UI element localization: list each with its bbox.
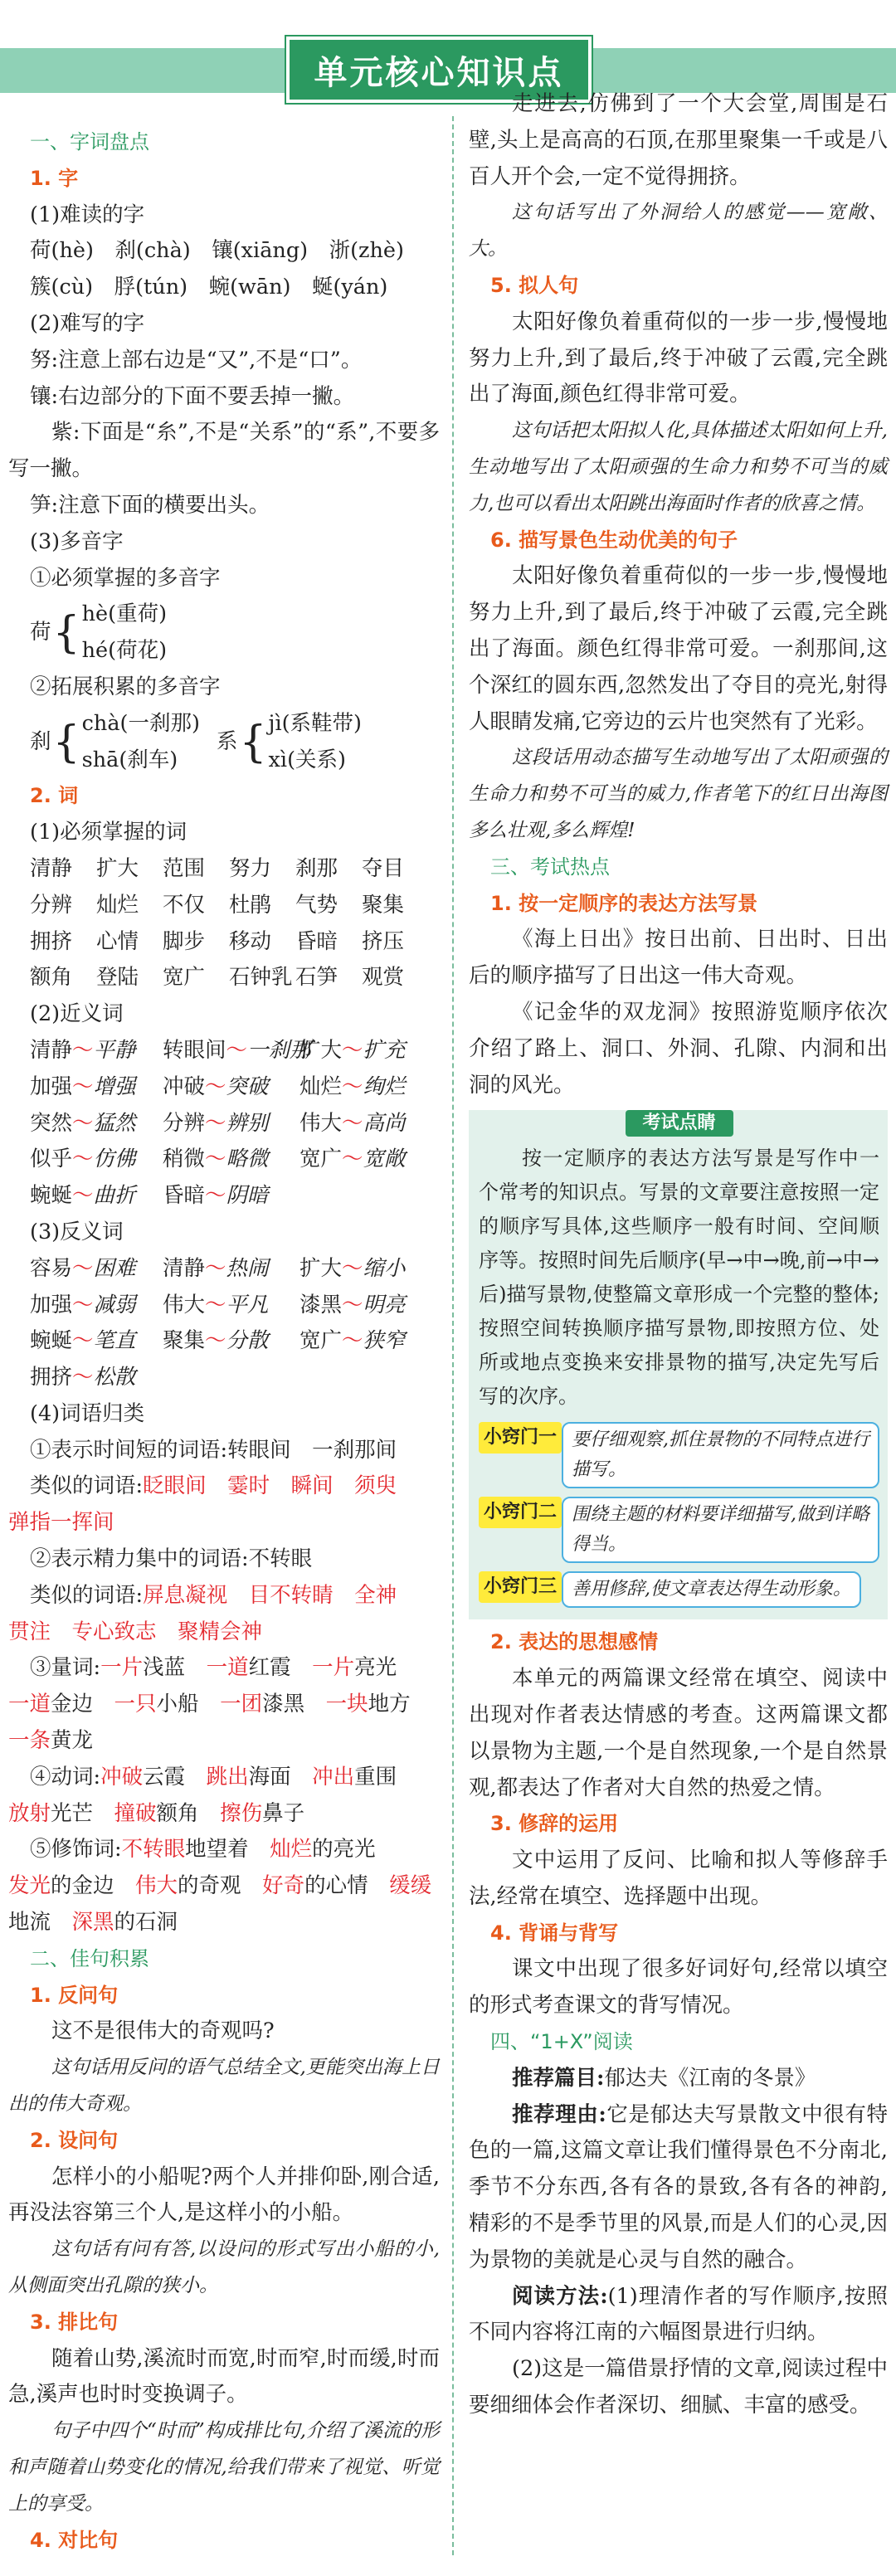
word-pair bbox=[30, 1251, 163, 1288]
tilde-icon: ～ bbox=[205, 1183, 226, 1209]
word-pair bbox=[163, 1069, 299, 1106]
subsection-heading: 5. 拟人句 bbox=[490, 273, 579, 297]
highlight-text: 冲破 bbox=[100, 1764, 144, 1790]
word: 的心情 bbox=[304, 1873, 390, 1899]
vocab-word: 夺目 bbox=[362, 855, 405, 881]
polyphone-char: 刹 bbox=[30, 728, 51, 754]
highlight-text: 一片 bbox=[100, 1655, 144, 1681]
word: 的亮光 bbox=[312, 1837, 376, 1863]
highlight-text: 发光 bbox=[8, 1873, 51, 1899]
comment-text: 这段话用动态描写生动地写出了太阳顽强的生命力和势不可当的威力,作者笔下的红日出海图多么壮观,多么辉煌! bbox=[469, 747, 888, 841]
text-line: ①必须掌握的多音字 bbox=[30, 565, 221, 591]
tilde-icon: ～ bbox=[342, 1328, 363, 1354]
word: 灿烂 bbox=[299, 1074, 343, 1099]
vocab-word: 挤压 bbox=[362, 928, 405, 954]
word: 宽广 bbox=[299, 1147, 343, 1172]
highlight-text: 一条 bbox=[8, 1728, 51, 1754]
vocab-word: 分辨 bbox=[30, 892, 73, 918]
word-pair bbox=[30, 1288, 163, 1324]
brace-icon: { bbox=[239, 717, 267, 767]
word-pair bbox=[30, 1178, 163, 1215]
word: 稍微 bbox=[163, 1147, 206, 1172]
vocab-word: 不仅 bbox=[163, 892, 206, 918]
text-line: (1)必须掌握的词 bbox=[30, 820, 187, 845]
word: 加强 bbox=[30, 1292, 73, 1317]
word-pair bbox=[299, 1323, 445, 1360]
word-pair bbox=[163, 1178, 299, 1215]
word: 绚烂 bbox=[363, 1074, 406, 1099]
vocab-word: 昏暗 bbox=[295, 928, 338, 954]
word: 昏暗 bbox=[163, 1183, 206, 1209]
vocab-word: 努力 bbox=[229, 855, 272, 881]
comment-text: 这句话把太阳拟人化,具体描述太阳如何上升,生动地写出了太阳顽强的生命力和势不可当的威力,也可以看出太阳跳出海面时作者的欣喜之情。 bbox=[469, 420, 888, 514]
vocab-word: 观赏 bbox=[362, 965, 405, 991]
label: ⑤修饰词: bbox=[30, 1837, 122, 1863]
tilde-icon: ～ bbox=[72, 1110, 94, 1136]
highlight-text: 跳出 bbox=[206, 1764, 249, 1790]
text-line: (2)近义词 bbox=[30, 1001, 124, 1027]
word-pair bbox=[30, 1323, 163, 1360]
example-sentence: 太阳好像负着重荷似的一步一步,慢慢地努力上升,到了最后,终于冲破了云霞,完全跳出了海面。颜色红得非常可爱。一刹那间,这个深红的圆东西,忽然发出了夺目的亮光,射得人眼睛发痛,它旁边的云片也突然有了光彩。 bbox=[469, 563, 888, 734]
tilde-icon: ～ bbox=[342, 1037, 363, 1063]
section-heading: 一、字词盘点 bbox=[30, 130, 149, 153]
word: 阴暗 bbox=[226, 1183, 269, 1209]
word: 冲破 bbox=[163, 1074, 206, 1099]
comment-text: 这句话有问有答,以设问的形式写出小船的小,从侧面突出孔隙的狭小。 bbox=[8, 2238, 440, 2297]
polyphone-char: 系 bbox=[216, 728, 238, 754]
word: 小船 bbox=[156, 1692, 221, 1717]
word: 漆黑 bbox=[262, 1692, 326, 1717]
text-line: (4)词语归类 bbox=[30, 1400, 145, 1426]
word: 平静 bbox=[93, 1037, 136, 1063]
label: 类似的词语: bbox=[30, 1473, 144, 1499]
highlight-text: 灿烂 bbox=[270, 1837, 313, 1863]
highlight-text: 屏息凝视 目不转睛 全神 bbox=[143, 1582, 397, 1608]
word: 加强 bbox=[30, 1074, 73, 1099]
highlight-text: 弹指一挥间 bbox=[8, 1510, 114, 1536]
column-divider bbox=[452, 116, 454, 2555]
vocab-word: 移动 bbox=[229, 928, 272, 954]
word: 分散 bbox=[226, 1328, 269, 1354]
word-pair bbox=[163, 1033, 311, 1069]
vocab-word: 额角 bbox=[30, 965, 73, 991]
vocab-word: 范围 bbox=[163, 855, 206, 881]
example-sentence: 这不是很伟大的奇观吗? bbox=[51, 2018, 275, 2044]
text-paragraph: 文中运用了反问、比喻和拟人等修辞手法,经常在填空、选择题中出现。 bbox=[469, 1848, 888, 1909]
highlight-text: 一只 bbox=[114, 1692, 157, 1717]
highlight-text: 擦伤 bbox=[220, 1800, 263, 1826]
page-title: 单元核心知识点 bbox=[314, 53, 564, 92]
word: 聚集 bbox=[163, 1328, 206, 1354]
text-paragraph: 《记金华的双龙洞》按照游览顺序依次介绍了路上、洞口、外洞、孔隙、内洞和出洞的风光。 bbox=[469, 999, 888, 1098]
pinyin-line: 荷(hè) 刹(chà) 镶(xiāng) 浙(zhè) bbox=[30, 238, 404, 264]
word: 亮光 bbox=[354, 1655, 397, 1681]
label: 阅读方法: bbox=[512, 2283, 608, 2309]
text-line: 镶:右边部分的下面不要丢掉一撇。 bbox=[30, 383, 355, 409]
value: (1)理清作者的写作顺序,按照不同内容将江南的六幅图景进行归纳。 bbox=[469, 2283, 888, 2345]
label: ③量词: bbox=[30, 1655, 101, 1681]
word: 一刹那 bbox=[247, 1037, 311, 1063]
tilde-icon: ～ bbox=[205, 1255, 226, 1281]
subsection-heading: 2. 表达的思想感情 bbox=[490, 1630, 659, 1654]
text-line: (3)多音字 bbox=[30, 528, 124, 554]
section-heading: 二、佳句积累 bbox=[30, 1946, 149, 1970]
highlight-text: 冲出 bbox=[312, 1764, 355, 1790]
text-line: ②表示精力集中的词语:不转眼 bbox=[30, 1546, 313, 1572]
text-line: ②拓展积累的多音字 bbox=[30, 674, 221, 699]
word: 扩大 bbox=[299, 1255, 343, 1281]
word: 的石洞 bbox=[114, 1910, 178, 1936]
word-pair bbox=[163, 1251, 299, 1288]
tip-item bbox=[479, 1497, 879, 1563]
word: 地望着 bbox=[185, 1837, 270, 1863]
tip-item bbox=[479, 1422, 879, 1488]
word-pair bbox=[30, 1033, 163, 1069]
tilde-icon: ～ bbox=[342, 1292, 363, 1317]
vocab-word: 气势 bbox=[295, 892, 338, 918]
right-column bbox=[469, 86, 888, 2424]
vocab-word: 宽广 bbox=[163, 965, 206, 991]
word-pair bbox=[299, 1251, 445, 1288]
value: 它是郁达夫写景散文中很有特色的一篇,这篇文章让我们懂得景色不分南北,季节不分东西,各有各的景致,各有各的神韵,精彩的不是季节里的风景,而是人们的心灵,因为景物的美就是心灵与自然的融合。 bbox=[469, 2101, 888, 2272]
pinyin-line: 簇(cù) 脬(tún) 蜿(wān) 蜒(yán) bbox=[30, 275, 388, 300]
subsection-heading: 4. 背诵与背写 bbox=[490, 1921, 619, 1945]
exam-tip-box bbox=[469, 1110, 888, 1619]
text-line bbox=[8, 1578, 440, 1614]
word: 猛然 bbox=[93, 1110, 136, 1136]
word-pair bbox=[30, 1142, 163, 1178]
highlight-text: 伟大 bbox=[135, 1873, 178, 1899]
word: 地方 bbox=[368, 1692, 411, 1717]
text-line: (1)难读的字 bbox=[30, 202, 145, 227]
word: 鼻子 bbox=[262, 1800, 305, 1826]
tilde-icon: ～ bbox=[226, 1037, 248, 1063]
text-paragraph bbox=[469, 2097, 888, 2279]
highlight-text: 贯注 专心致志 聚精会神 bbox=[8, 1619, 263, 1644]
word: 笔直 bbox=[93, 1328, 136, 1354]
brace-icon: { bbox=[52, 717, 80, 767]
subsection-heading: 3. 修辞的运用 bbox=[490, 1812, 619, 1836]
word: 转眼间 bbox=[163, 1037, 226, 1063]
word: 清静 bbox=[163, 1255, 206, 1281]
tip-label: 小窍门二 bbox=[479, 1497, 562, 1528]
word: 蜿蜒 bbox=[30, 1328, 73, 1354]
word: 清静 bbox=[30, 1037, 73, 1063]
comment-text: 句子中四个“时而”构成排比句,介绍了溪流的形和声随着山势变化的情况,给我们带来了视觉、听觉上的享受。 bbox=[8, 2420, 440, 2515]
text-line bbox=[8, 1723, 440, 1760]
word: 略微 bbox=[226, 1147, 269, 1172]
word: 明亮 bbox=[363, 1292, 406, 1317]
tilde-icon: ～ bbox=[72, 1365, 94, 1390]
text-line: 努:注意上部右边是“又”,不是“口”。 bbox=[30, 347, 363, 373]
word: 平凡 bbox=[226, 1292, 269, 1317]
word: 似乎 bbox=[30, 1147, 73, 1172]
label: ④动词: bbox=[30, 1764, 101, 1790]
polyphone-reading: shā(刹车) bbox=[81, 747, 178, 772]
word: 松散 bbox=[93, 1365, 136, 1390]
word-pair bbox=[299, 1288, 445, 1324]
highlight-text: 不转眼 bbox=[121, 1837, 186, 1863]
label: 推荐篇目: bbox=[512, 2065, 605, 2091]
word: 的金边 bbox=[51, 1873, 136, 1899]
subsection-heading: 1. 按一定顺序的表达方法写景 bbox=[490, 891, 758, 915]
vocab-word: 杜鹃 bbox=[229, 892, 272, 918]
tilde-icon: ～ bbox=[342, 1110, 363, 1136]
word: 海面 bbox=[248, 1764, 313, 1790]
word: 宽敞 bbox=[363, 1147, 406, 1172]
tilde-icon: ～ bbox=[342, 1255, 363, 1281]
tip-item bbox=[479, 1571, 879, 1608]
exam-tip-title: 考试点睛 bbox=[626, 1110, 733, 1137]
tilde-icon: ～ bbox=[205, 1292, 226, 1317]
polyphone-sha-xi bbox=[8, 706, 440, 779]
highlight-text: 一片 bbox=[312, 1655, 355, 1681]
word: 金边 bbox=[51, 1692, 114, 1717]
word: 红霞 bbox=[248, 1655, 313, 1681]
word: 容易 bbox=[30, 1255, 73, 1281]
word: 扩充 bbox=[363, 1037, 406, 1063]
word: 仿佛 bbox=[93, 1147, 136, 1172]
tilde-icon: ～ bbox=[205, 1074, 226, 1099]
polyphone-reading: xì(关系) bbox=[268, 747, 346, 772]
text-line bbox=[8, 1796, 440, 1833]
polyphone-he bbox=[8, 597, 440, 670]
word: 高尚 bbox=[363, 1110, 406, 1136]
highlight-text: 深黑 bbox=[71, 1910, 114, 1936]
polyphone-reading: chà(一刹那) bbox=[81, 710, 200, 736]
word: 狭窄 bbox=[363, 1328, 406, 1354]
highlight-text: 一块 bbox=[325, 1692, 368, 1717]
tip-text: 要仔细观察,抓住景物的不同特点进行描写。 bbox=[562, 1422, 879, 1488]
text-line bbox=[8, 1687, 440, 1723]
word-pair bbox=[299, 1069, 445, 1106]
vocab-word: 脚步 bbox=[163, 928, 206, 954]
subsection-heading: 3. 排比句 bbox=[30, 2310, 119, 2334]
text-line bbox=[8, 1832, 440, 1868]
text-line bbox=[8, 1650, 440, 1687]
text-line: (2)难写的字 bbox=[30, 310, 145, 336]
tilde-icon: ～ bbox=[72, 1183, 94, 1209]
tip-text: 围绕主题的材料要详细描写,做到详略得当。 bbox=[562, 1497, 879, 1563]
word: 扩大 bbox=[299, 1037, 343, 1063]
word-pair bbox=[299, 1142, 445, 1178]
word: 光芒 bbox=[51, 1800, 114, 1826]
text-paragraph bbox=[469, 2279, 888, 2352]
comment-text: 这句话用反问的语气总结全文,更能突出海上日出的伟大奇观。 bbox=[8, 2057, 440, 2116]
text-line: ①表示时间短的词语:转眼间 一刹那间 bbox=[30, 1437, 397, 1463]
value: 郁达夫《江南的冬景》 bbox=[604, 2065, 816, 2091]
tilde-icon: ～ bbox=[72, 1037, 94, 1063]
word-pair bbox=[299, 1106, 445, 1142]
word: 困难 bbox=[93, 1255, 136, 1281]
polyphone-reading: jì(系鞋带) bbox=[268, 710, 362, 736]
word: 浅蓝 bbox=[143, 1655, 207, 1681]
highlight-text: 一道 bbox=[206, 1655, 249, 1681]
word: 辨别 bbox=[226, 1110, 269, 1136]
highlight-text: 缓缓 bbox=[389, 1873, 432, 1899]
example-sentence: 走进去,仿佛到了一个大会堂,周围是石壁,头上是高高的石顶,在那里聚集一千或是八百人开个会,一定不觉得拥挤。 bbox=[469, 91, 888, 189]
word: 额角 bbox=[156, 1800, 221, 1826]
polyphone-reading: hè(重荷) bbox=[81, 601, 168, 627]
vocab-word: 石钟乳 bbox=[229, 965, 293, 991]
text-paragraph: 紫:下面是“糸”,不是“关系”的“系”,不要多写一撇。 bbox=[8, 420, 440, 482]
text-line bbox=[8, 1905, 440, 1941]
word: 突破 bbox=[226, 1074, 269, 1099]
word: 缩小 bbox=[363, 1255, 406, 1281]
tilde-icon: ～ bbox=[72, 1255, 94, 1281]
subsection-heading: 1. 字 bbox=[30, 166, 79, 190]
subsection-heading: 2. 设问句 bbox=[30, 2128, 119, 2152]
vocab-word: 灿烂 bbox=[96, 892, 139, 918]
subsection-heading: 4. 对比句 bbox=[30, 2528, 119, 2552]
tilde-icon: ～ bbox=[72, 1328, 94, 1354]
vocab-word: 登陆 bbox=[96, 965, 139, 991]
left-column bbox=[8, 124, 440, 2559]
text-line: (3)反义词 bbox=[30, 1219, 124, 1244]
text-paragraph: 本单元的两篇课文经常在填空、阅读中出现对作者表达情感的考查。这两篇课文都以景物为主题,一个是自然现象,一个是自然景观,都表达了作者对大自然的热爱之情。 bbox=[469, 1666, 888, 1800]
word: 宽广 bbox=[299, 1328, 343, 1354]
polyphone-char: 荷 bbox=[30, 620, 51, 645]
section-heading: 三、考试热点 bbox=[490, 855, 610, 879]
vocab-word: 聚集 bbox=[362, 892, 405, 918]
highlight-text: 好奇 bbox=[262, 1873, 305, 1899]
tilde-icon: ～ bbox=[205, 1110, 226, 1136]
subsection-heading: 6. 描写景色生动优美的句子 bbox=[490, 528, 738, 552]
antonym-grid bbox=[8, 1251, 440, 1396]
text-paragraph: 课文中出现了很多好词好句,经常以填空的形式考查课文的背写情况。 bbox=[469, 1956, 888, 2018]
word: 地流 bbox=[8, 1910, 72, 1936]
text-line bbox=[8, 1868, 440, 1905]
word-pair bbox=[163, 1142, 299, 1178]
tilde-icon: ～ bbox=[72, 1074, 94, 1099]
word: 减弱 bbox=[93, 1292, 136, 1317]
text-line bbox=[8, 1468, 440, 1505]
polyphone-reading: hé(荷花) bbox=[81, 638, 168, 664]
tilde-icon: ～ bbox=[205, 1328, 226, 1354]
section-heading: 四、“1+X”阅读 bbox=[490, 2030, 633, 2054]
word-pair bbox=[163, 1288, 299, 1324]
word-pair bbox=[30, 1360, 163, 1396]
word: 云霞 bbox=[143, 1764, 207, 1790]
highlight-text: 撞破 bbox=[114, 1800, 157, 1826]
vocab-word: 石笋 bbox=[295, 965, 338, 991]
word-pair bbox=[163, 1323, 299, 1360]
tilde-icon: ～ bbox=[342, 1147, 363, 1172]
highlight-text: 眨眼间 霎时 瞬间 须臾 bbox=[143, 1473, 397, 1499]
word-pair bbox=[299, 1033, 445, 1069]
label: 推荐理由: bbox=[512, 2101, 606, 2127]
word: 分辨 bbox=[163, 1110, 206, 1136]
example-sentence: 怎样小的小船呢?两个人并排仰卧,刚合适,再没法容第三个人,是这样小的小船。 bbox=[8, 2164, 440, 2226]
word: 的奇观 bbox=[178, 1873, 263, 1899]
vocab-word: 清静 bbox=[30, 855, 73, 881]
subsection-heading: 1. 反问句 bbox=[30, 1983, 119, 2007]
word: 黄龙 bbox=[51, 1728, 94, 1754]
tilde-icon: ～ bbox=[342, 1074, 363, 1099]
vocab-word: 刹那 bbox=[295, 855, 338, 881]
example-sentence: 太阳好像负着重荷似的一步一步,慢慢地努力上升,到了最后,终于冲破了云霞,完全跳出了海面,颜色红得非常可爱。 bbox=[469, 309, 888, 407]
word: 蜿蜒 bbox=[30, 1183, 73, 1209]
word: 曲折 bbox=[93, 1183, 136, 1209]
tilde-icon: ～ bbox=[72, 1147, 94, 1172]
word-pair bbox=[30, 1069, 163, 1106]
vocab-word: 拥挤 bbox=[30, 928, 73, 954]
highlight-text: 一道 bbox=[8, 1692, 51, 1717]
word: 突然 bbox=[30, 1110, 73, 1136]
tilde-icon: ～ bbox=[205, 1147, 226, 1172]
word-pair bbox=[30, 1106, 163, 1142]
word: 重围 bbox=[354, 1764, 397, 1790]
word: 伟大 bbox=[163, 1292, 206, 1317]
highlight-text: 放射 bbox=[8, 1800, 51, 1826]
label: 类似的词语: bbox=[30, 1582, 144, 1608]
tip-label: 小窍门一 bbox=[479, 1422, 562, 1454]
text-paragraph: (2)这是一篇借景抒情的文章,阅读过程中要细细体会作者深切、细腻、丰富的感受。 bbox=[469, 2356, 888, 2418]
word: 拥挤 bbox=[30, 1365, 73, 1390]
brace-icon: { bbox=[52, 608, 80, 659]
tilde-icon: ～ bbox=[72, 1292, 94, 1317]
example-sentence: 随着山势,溪流时而宽,时而窄,时而缓,时而急,溪声也时时变换调子。 bbox=[8, 2345, 440, 2408]
word: 漆黑 bbox=[299, 1292, 343, 1317]
subsection-heading: 2. 词 bbox=[30, 784, 79, 808]
exam-tip-text: 按一定顺序的表达方法写景是写作中一个常考的知识点。写景的文章要注意按照一定的顺序写具体,这些顺序一般有时间、空间顺序等。按照时间先后顺序(早→中→晚,前→中→后)描写景物,使整篇文章形成一个完整的整体;按照空间转换顺序描写景物,即按照方位、处所或地点变换来安排景物的描写,决定先写后写的次序。 bbox=[479, 1147, 879, 1409]
highlight-text: 一团 bbox=[220, 1692, 263, 1717]
comment-text: 这句话写出了外洞给人的感觉——宽敞、大。 bbox=[469, 202, 888, 261]
text-line: 笋:注意下面的横要出头。 bbox=[30, 492, 270, 518]
synonym-grid bbox=[8, 1033, 440, 1215]
tip-text: 善用修辞,使文章表达得生动形象。 bbox=[562, 1571, 861, 1608]
word-pair bbox=[163, 1106, 299, 1142]
text-paragraph bbox=[469, 2061, 888, 2097]
word-grid bbox=[8, 851, 440, 996]
text-paragraph: 《海上日出》按日出前、日出时、日出后的顺序描写了日出这一伟大奇观。 bbox=[469, 927, 888, 989]
tip-label: 小窍门三 bbox=[479, 1571, 562, 1603]
word: 热闹 bbox=[226, 1255, 269, 1281]
word: 增强 bbox=[93, 1074, 136, 1099]
word: 伟大 bbox=[299, 1110, 343, 1136]
text-line bbox=[8, 1760, 440, 1796]
vocab-word: 心情 bbox=[96, 928, 139, 954]
vocab-word: 扩大 bbox=[96, 855, 139, 881]
